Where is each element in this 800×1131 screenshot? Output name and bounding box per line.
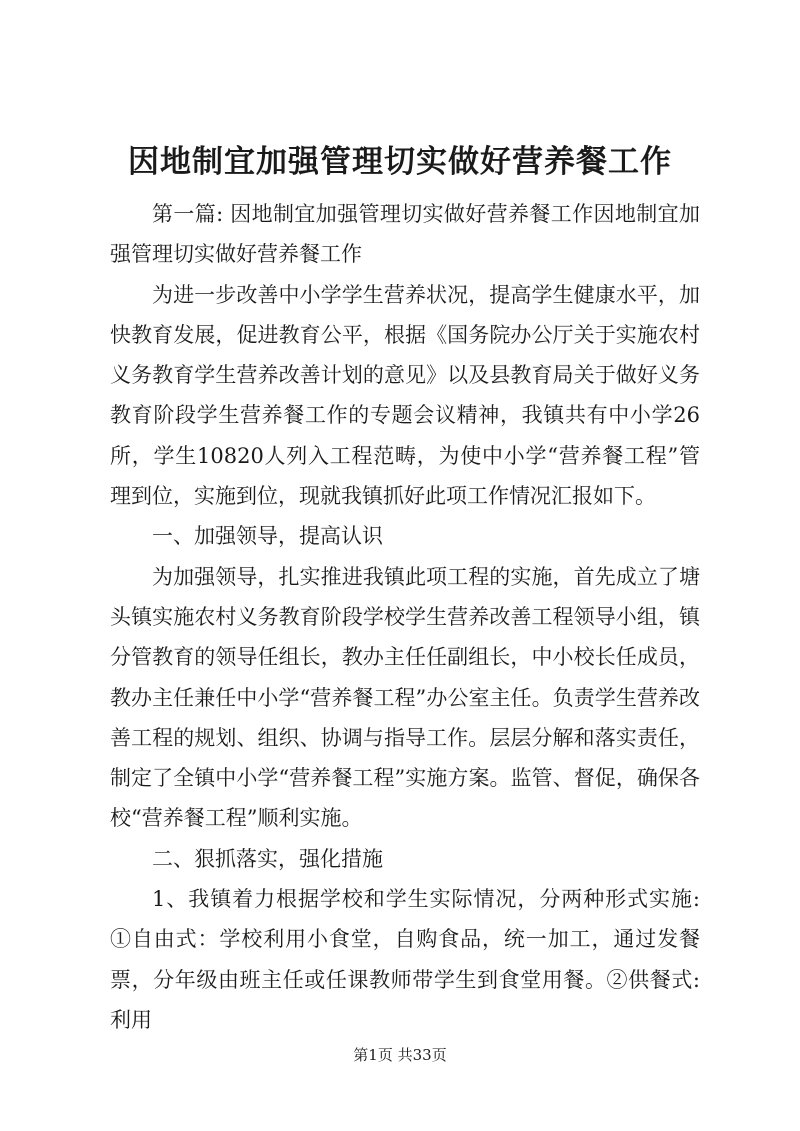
section-heading-leadership: 一、加强领导，提高认识 — [152, 524, 383, 549]
paragraph-intro: 为进一步改善中小学学生营养状况，提高学生健康水平，加快教育发展，促进教育公平，根据《国务院办公厅关于实施农村义务教育学生营养改善计划的意见》以及县教育局关于做好义务教育阶段学生营养餐工作的专题会议精神，我镇共有中小学26所，学生10820人列入工程范畴，为使中小学“营养餐工程”管理到位，实施到位，现就我镇抓好此项工作情况汇报如下。 — [110, 282, 700, 509]
document-title: 因地制宜加强管理切实做好营养餐工作 — [128, 144, 672, 180]
paragraph-measures: 1、我镇着力根据学校和学生实际情况，分两种形式实施: ①自由式：学校利用小食堂，自购食品，统一加工，通过发餐票，分年级由班主任或任课教师带学生到食堂用餐。②供餐式: 利用 — [110, 887, 700, 1032]
section-heading-measures: 二、狠抓落实，强化措施 — [152, 846, 383, 871]
paragraph-heading-first: 第一篇: 因地制宜加强管理切实做好营养餐工作因地制宜加强管理切实做好营养餐工作 — [110, 202, 700, 267]
paragraph-leadership: 为加强领导，扎实推进我镇此项工程的实施，首先成立了塘头镇实施农村义务教育阶段学校学生营养改善工程领导小组，镇分管教育的领导任组长，教办主任任副组长，中小校长任成员，教办主任兼任中小学“营养餐工程”办公室主任。负责学生营养改善工程的规划、组织、协调与指导工作。层层分解和落实责任，制定了全镇中小学“营养餐工程”实施方案。监管、督促，确保各校“营养餐工程”顺利实施。 — [110, 564, 700, 831]
document-body — [110, 194, 700, 1040]
page-footer: 第1页 共33页 — [353, 1046, 447, 1064]
